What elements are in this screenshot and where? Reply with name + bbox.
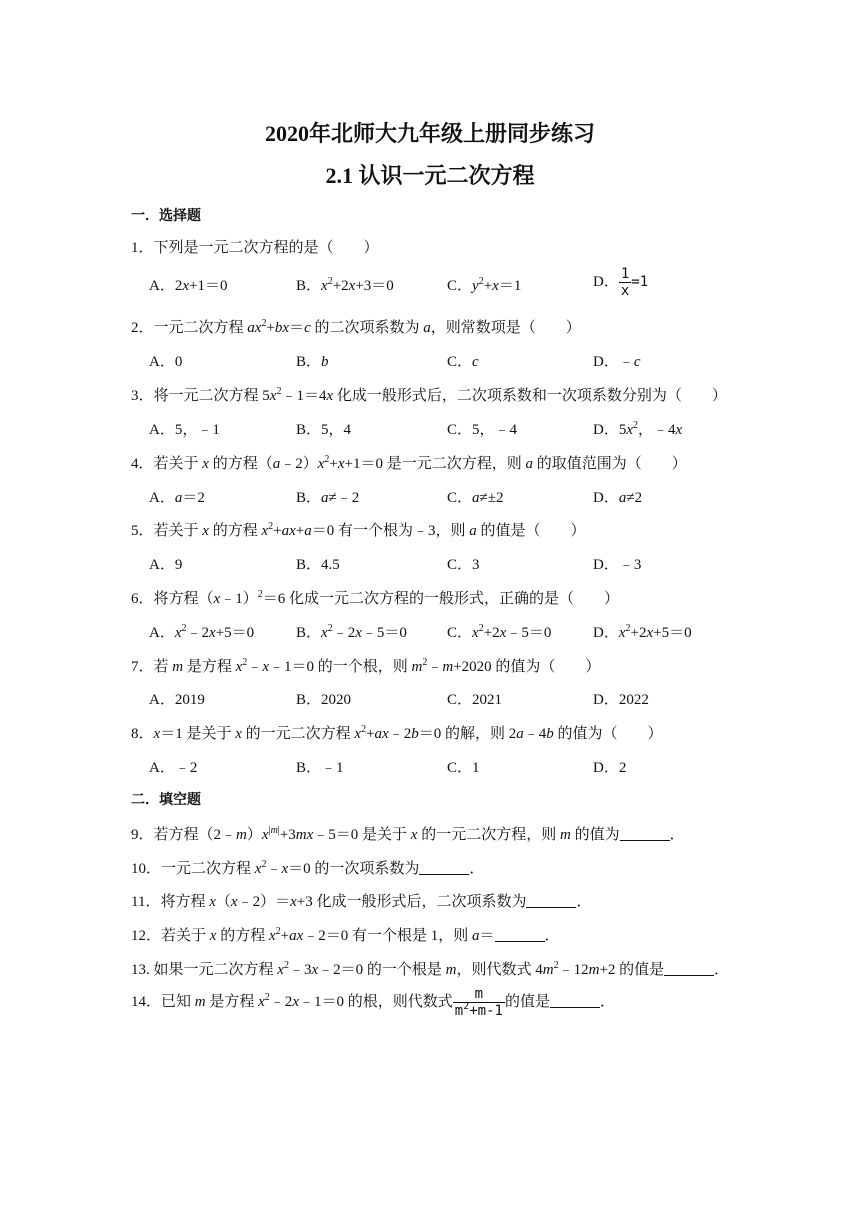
q4-option-c: C．a≠±2 (447, 490, 504, 506)
q7-option-b: B．2020 (296, 692, 352, 708)
q6-option-a: A．$x^2﹣2x+5=0$ (149, 623, 255, 641)
question-13: 13. 如果一元二次方程 $x^2﹣3x﹣2=0$ 的一个根是 m，则代数式 $4m^2﹣12m+2$ 的值是 ． (131, 960, 730, 978)
question-12: 12．若关于 x 的方程 $x^2+ax﹣2=0$ 有一个根是 1，则 a＝ ． (131, 926, 560, 944)
question-10: 10．一元二次方程 $x^2﹣x=0$ 的一次项系数为 ． (131, 859, 485, 877)
question-8: 8．x＝1 是关于 x 的一元二次方程 $x^2+ax﹣2b=0$ 的解，则 2a﹣4b 的值为（ ） (131, 724, 663, 742)
q6-option-d: D．$x^2+2x+5=0$ (593, 623, 692, 641)
q2-option-d: D．﹣c (593, 354, 641, 370)
section-heading-fill: 二．填空题 (131, 793, 201, 808)
q7-option-a: A．2019 (149, 692, 205, 708)
page-subtitle: 2.1 认识一元二次方程 (325, 163, 535, 188)
q6-option-c: C．$x^2+2x﹣5=0$ (447, 623, 552, 641)
question-7: 7．若 m 是方程 $x^2﹣x﹣1=0$ 的一个根，则 $m^2﹣m+2020$ 的值为（ ） (131, 657, 601, 675)
q2-option-b: B．b (296, 354, 329, 370)
q8-option-b: B．﹣1 (296, 760, 344, 776)
answer-blank[interactable] (550, 993, 600, 1008)
q5-option-d: D．﹣3 (593, 557, 642, 573)
q4-option-a: A．a＝2 (149, 490, 205, 506)
q3-option-d: D．$5x^2$，﹣4x (593, 420, 683, 438)
q6-option-b: B．$x^2﹣2x﹣5=0$ (296, 623, 407, 641)
q5-option-b: B．4.5 (296, 557, 340, 573)
question-1: 1．下列是一元二次方程的是（ ） (131, 240, 379, 256)
q8-option-d: D．2 (593, 760, 627, 776)
question-9: 9．若方程$(2﹣m)x^{|m|}+3mx﹣5=0$ 是关于 x 的一元二次方程，则 m 的值为 ． (131, 825, 685, 843)
question-14: 14．已知 m 是方程 $x^2﹣2x﹣1=0$ 的根，则代数式 $\frac{m}{m^2+m-1}$ 的值是 ． (131, 986, 615, 1019)
q1-d-fraction: $\frac{1}{x}$ (620, 266, 630, 299)
q7-option-d: D．2022 (593, 692, 649, 708)
q5-option-c: C．3 (447, 557, 480, 573)
section-heading-choice: 一．选择题 (131, 209, 201, 224)
question-4: 4．若关于 x 的方程$(a﹣2)x^2+x+1=0$ 是一元二次方程，则 a 的取值范围为（ ） (131, 454, 687, 472)
q8-option-c: C．1 (447, 760, 480, 776)
q7-option-c: C．2021 (447, 692, 503, 708)
answer-blank[interactable] (664, 961, 714, 976)
answer-blank[interactable] (419, 860, 469, 875)
q14-fraction: $\frac{m}{m^2+m-1}$ (454, 986, 503, 1019)
question-3: 3．将一元二次方程 $5x^2﹣1=4x$ 化成一般形式后，二次项系数和一次项系数分别为（ ） (131, 386, 727, 404)
q5-option-a: A．9 (149, 557, 183, 573)
q4-option-b: B．a≠﹣2 (296, 490, 360, 506)
page-title: 2020年北师大九年级上册同步练习 (264, 121, 595, 146)
question-2: 2．一元二次方程 $ax^2+bx=c$ 的二次项系数为 a，则常数项是（ ） (131, 318, 581, 336)
q3-option-b: B．5，4 (296, 422, 352, 438)
q2-option-c: C．c (447, 354, 479, 370)
answer-blank[interactable] (526, 893, 576, 908)
q3-option-c: C．5，﹣4 (447, 422, 518, 438)
q8-option-a: A．﹣2 (149, 760, 198, 776)
question-6: 6．将方程（x﹣1）$^2$＝6 化成一元二次方程的一般形式，正确的是（ ） (131, 589, 619, 607)
q1-option-d: D． $\frac{1}{x}$ =1 (593, 266, 649, 299)
question-11: 11．将方程 x（x﹣2）＝x+3 化成一般形式后，二次项系数为 ． (131, 894, 592, 910)
q1-option-a: A．2x+1＝0 (149, 278, 228, 294)
q2-option-a: A．0 (149, 354, 183, 370)
question-5: 5．若关于 x 的方程 $x^2+ax+a=0$ 有一个根为﹣3，则 a 的值是（ ） (131, 521, 586, 539)
q1-option-b: B．$x^2+2x+3=0$ (296, 276, 394, 294)
answer-blank[interactable] (620, 826, 670, 841)
q4-option-d: D．a≠2 (593, 490, 643, 506)
answer-blank[interactable] (495, 927, 545, 942)
q3-option-a: A．5，﹣1 (149, 422, 220, 438)
q1-option-c: C．$y^2+x=1$ (447, 276, 522, 294)
